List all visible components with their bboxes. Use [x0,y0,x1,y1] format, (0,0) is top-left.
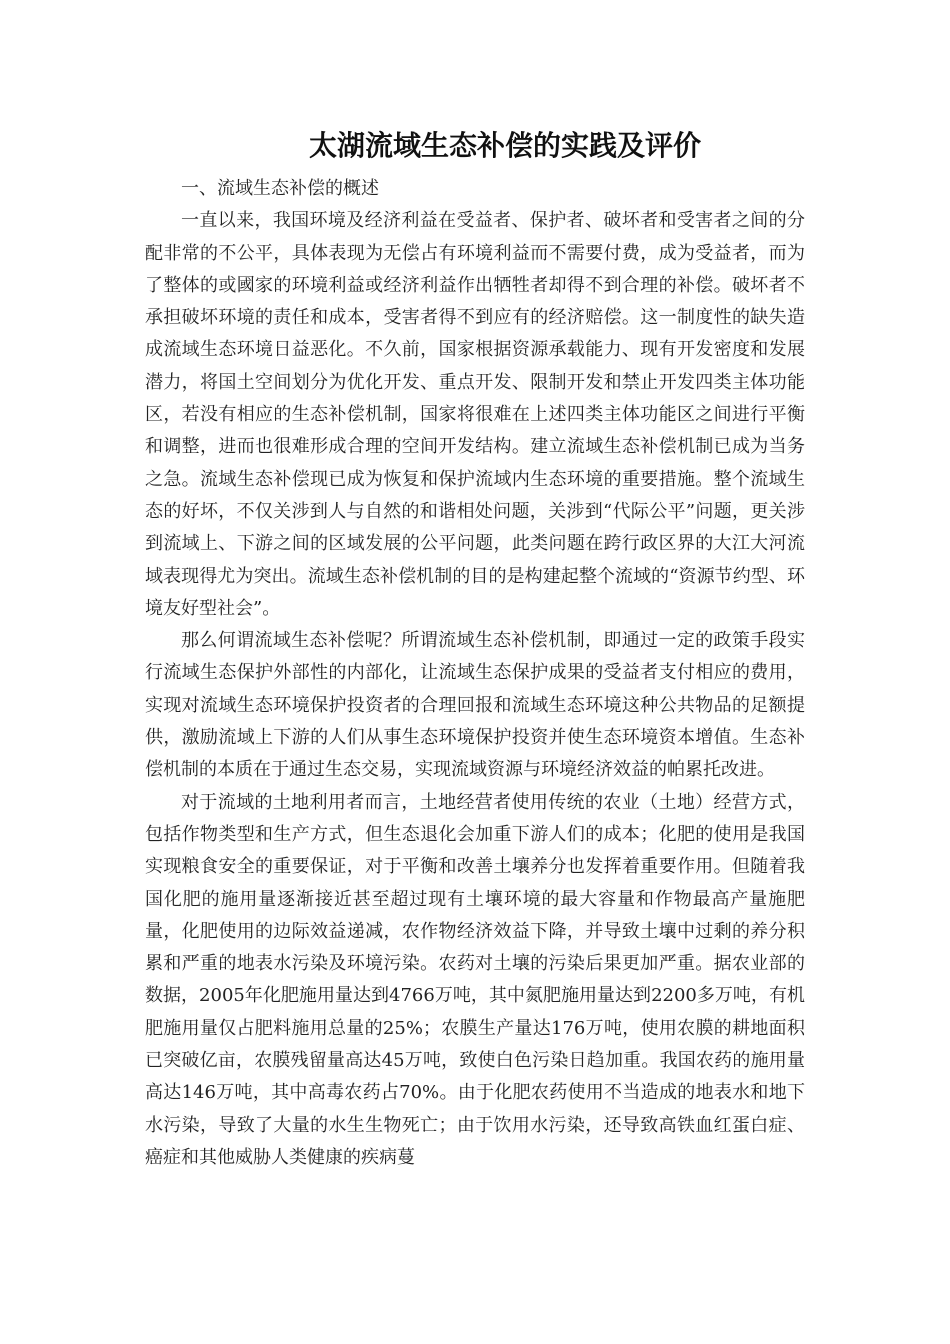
document-body [145,173,805,1174]
paragraph-3: 对于流域的土地利用者而言，土地经营者使用传统的农业（土地）经营方式，包括作物类型和生产方式，但生态退化会加重下游人们的成本；化肥的使用是我国实现粮食安全的重要保证，对于平衡和改善土壤养分也发挥着重要作用。但随着我国化肥的施用量逐渐接近甚至超过现有土壤环境的最大容量和作物最高产量施肥量，化肥使用的边际效益递减，农作物经济效益下降，并导致土壤中过剩的养分积累和严重的地表水污染及环境污染。农药对土壤的污染后果更加严重。据农业部的数据，2005年化肥施用量达到4766万吨，其中氮肥施用量达到2200多万吨，有机肥施用量仅占肥料施用总量的25%；农膜生产量达176万吨，使用农膜的耕地面积已突破亿亩，农膜残留量高达45万吨，致使白色污染日趋加重。我国农药的施用量高达146万吨，其中高毒农药占70%。由于化肥农药使用不当造成的地表水和地下水污染，导致了大量的水生生物死亡；由于饮用水污染，还导致高铁血红蛋白症、癌症和其他威胁人类健康的疾病蔓 [145,791,805,1168]
document-title: 太湖流域生态补偿的实践及评价 [308,129,701,162]
paragraph-1: 一直以来，我国环境及经济利益在受益者、保护者、破坏者和受害者之间的分配非常的不公平，具体表现为无偿占有环境利益而不需要付费，成为受益者，而为了整体的或國家的环境利益或经济利益作出牺牲者却得不到合理的补偿。破坏者不承担破坏环境的责任和成本，受害者得不到应有的经济赔偿。这一制度性的缺失造成流域生态环境日益恶化。不久前，国家根据资源承载能力、现有开发密度和发展潜力，将国土空间划分为优化开发、重点开发、限制开发和禁止开发四类主体功能区，若没有相应的生态补偿机制，国家将很难在上述四类主体功能区之间进行平衡和调整，进而也很难形成合理的空间开发结构。建立流域生态补偿机制已成为当务之急。流域生态补偿现已成为恢复和保护流域内生态环境的重要措施。整个流域生态的好坏，不仅关涉到人与自然的和谐相处问题，关涉到“代际公平”问题，更关涉到流域上、下游之间的区域发展的公平问题，此类问题在跨行政区界的大江大河流域表现得尤为突出。流域生态补偿机制的目的是构建起整个流域的“资源节约型、环境友好型社会”。 [145,210,805,619]
paragraph-2: 那么何谓流域生态补偿呢？所谓流域生态补偿机制，即通过一定的政策手段实行流域生态保护外部性的内部化，让流域生态保护成果的受益者支付相应的费用，实现对流域生态环境保护投资者的合理回报和流域生态环境这种公共物品的足额提供，激励流域上下游的人们从事生态环境保护投资并使生态环境资本增值。生态补偿机制的本质在于通过生态交易，实现流域资源与环境经济效益的帕累托改进。 [145,630,805,781]
section-heading: 一、流域生态补偿的概述 [181,178,379,199]
